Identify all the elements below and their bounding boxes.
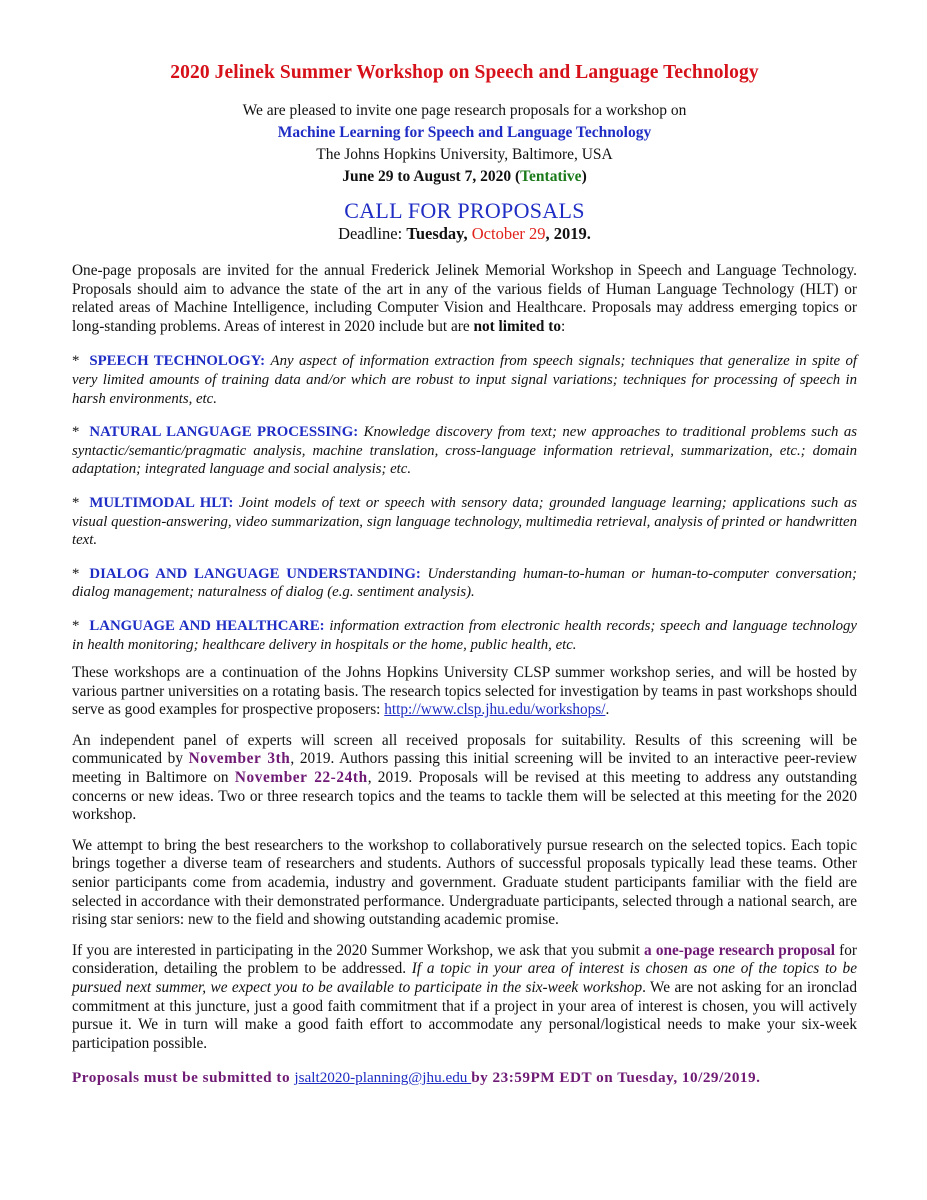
topic-item-language-healthcare [72,617,857,654]
intro-end: : [561,317,566,335]
bullet-star: * [72,565,80,582]
workshops-link[interactable]: http://www.clsp.jhu.edu/workshops/ [384,701,606,719]
topic-description: information extraction from electronic health records; speech and language technology in health monitoring; healthcare delivery in hospitals or the home, public health, etc. [72,617,858,653]
panel-text-2: , 2019. Authors passing this initial screening will be invited to an interactive peer-review meeting in Baltimore on [72,750,857,787]
panel-text-3: , 2019. Proposals will be revised at this meeting to address any outstanding concerns or new ideas. Two or three research topics and the teams to tackle them will be selected at this meeting for the 2020 workshop. [72,769,857,824]
continuation-end: . [605,701,610,719]
deadline-line [72,224,857,244]
topic-description: Joint models of text or speech with sensory data; grounded language learning; applications such as visual question-answering, video summarization, sign language technology, multimedia retrieval, analysis of printed or handwritten text. [72,494,857,549]
topic-list [72,352,857,654]
tentative-label: Tentative [520,168,582,185]
deadline-date: October 29 [471,224,546,243]
deadline-day: Tuesday, [406,224,472,243]
page-title: 2020 Jelinek Summer Workshop on Speech and Language Technology [170,62,759,83]
venue: The Johns Hopkins University, Baltimore, USA [316,146,613,163]
continuation-paragraph [72,664,857,720]
deadline-year: , 2019. [545,224,591,243]
topic-description: Understanding human-to-human or human-to-computer conversation; dialog management; naturalness of dialog (e.g. sentiment analysis). [72,565,857,601]
topic-item-multimodal-hlt [72,494,857,550]
one-page-proposal-emphasis: a one-page research proposal [644,941,835,959]
topic-heading: LANGUAGE AND HEALTHCARE: [89,617,325,634]
meeting-date: November 22-24th [234,769,368,787]
panel-paragraph [72,732,857,825]
topic-item-speech-technology [72,352,857,408]
continuation-text: These workshops are a continuation of the Johns Hopkins University CLSP summer workshop series, and will be hosted by various partner universities on a rotating basis. The research topics selected for investigation by teams in past workshops should serve as good examples for prospective proposers: [72,664,857,719]
dates-text: June 29 to August 7, 2020 [342,168,512,185]
invite-line: We are pleased to invite one page research proposals for a workshop on [242,102,687,119]
interest-italic: If a topic in your area of interest is chosen as one of the topics to be pursued next summer, we expect you to be available to participate in the six-week workshop [72,960,857,996]
submission-line [72,1069,857,1087]
intro-text: One-page proposals are invited for the annual Frederick Jelinek Memorial Workshop in Speech and Language Technology. Proposals should aim to advance the state of the art in any of the various fields of Human Language Technology (HLT) or related areas of Machine Intelligence, including Computer Vision and Healthcare. Proposals may address emerging topics or long-standing problems. Areas of interest in 2020 include but are [72,262,857,335]
submission-after: by 23:59PM EDT on Tuesday, 10/29/2019. [471,1069,761,1087]
intro-emphasis: not limited to [473,317,561,335]
dates-close-paren: ) [581,168,587,185]
header-block [72,62,857,244]
panel-text-1: An independent panel of experts will screen all received proposals for suitability. Results of this screening will be communicated by [72,731,857,768]
interest-paragraph [72,942,857,1054]
workshop-name: Machine Learning for Speech and Language Technology [277,124,652,141]
deadline-label: Deadline: [338,224,407,243]
submission-before: Proposals must be submitted to [72,1069,295,1087]
topic-item-dialog-understanding [72,565,857,602]
topic-description: Any aspect of information extraction from speech signals; techniques that generalize in spite of very limited amounts of training data and/or which are robust to input signal variations; techniques for processing of speech in harsh environments, etc. [72,353,857,407]
researchers-paragraph: We attempt to bring the best researchers to the workshop to collaboratively pursue research on the selected topics. Each topic brings together a diverse team of researchers and students. Authors of successful proposals typically lead these teams. Other senior participants come from academia, industry and government. Graduate student participants familiar with the field are selected in accordance with their demonstrated performance. Undergraduate participants, selected through a national search, are rising star seniors: new to the field and showing outstanding academic promise. [72,836,857,929]
bullet-star: * [72,494,80,511]
interest-text-3: . We are not asking for an ironclad commitment at this juncture, just a good faith commitment that if a project in your area of interest is chosen, you will actively pursue it. We in turn will make a good faith effort to accommodate any personal/logistical needs to make your six-week participation possible. [72,979,857,1052]
workshop-dates [72,166,857,188]
bullet-star: * [72,617,80,634]
bullet-star: * [72,424,80,441]
topic-heading: DIALOG AND LANGUAGE UNDERSTANDING: [89,565,421,582]
intro-paragraph [72,262,857,336]
document-page [72,62,857,1087]
interest-text-2: for consideration, detailing the problem to be addressed. [72,941,857,978]
call-for-proposals-heading: CALL FOR PROPOSALS [344,198,585,223]
dates-open-paren: ( [514,168,521,185]
submission-email-link[interactable]: jsalt2020-planning@jhu.edu [294,1069,472,1087]
topic-heading: MULTIMODAL HLT: [89,494,234,511]
topic-item-natural-language-processing [72,423,857,479]
topic-heading: NATURAL LANGUAGE PROCESSING: [89,424,359,441]
bullet-star: * [72,353,80,370]
topic-heading: SPEECH TECHNOLOGY: [89,353,266,370]
interest-text-1: If you are interested in participating in the 2020 Summer Workshop, we ask that you submit [72,941,644,959]
topic-description: Knowledge discovery from text; new approaches to traditional problems such as syntactic/semantic/pragmatic analysis, machine translation, cross-language information retrieval, summarization, etc.; domain adaptation; integrated language and social analysis; etc. [72,424,857,478]
screening-date: November 3th [188,750,291,768]
